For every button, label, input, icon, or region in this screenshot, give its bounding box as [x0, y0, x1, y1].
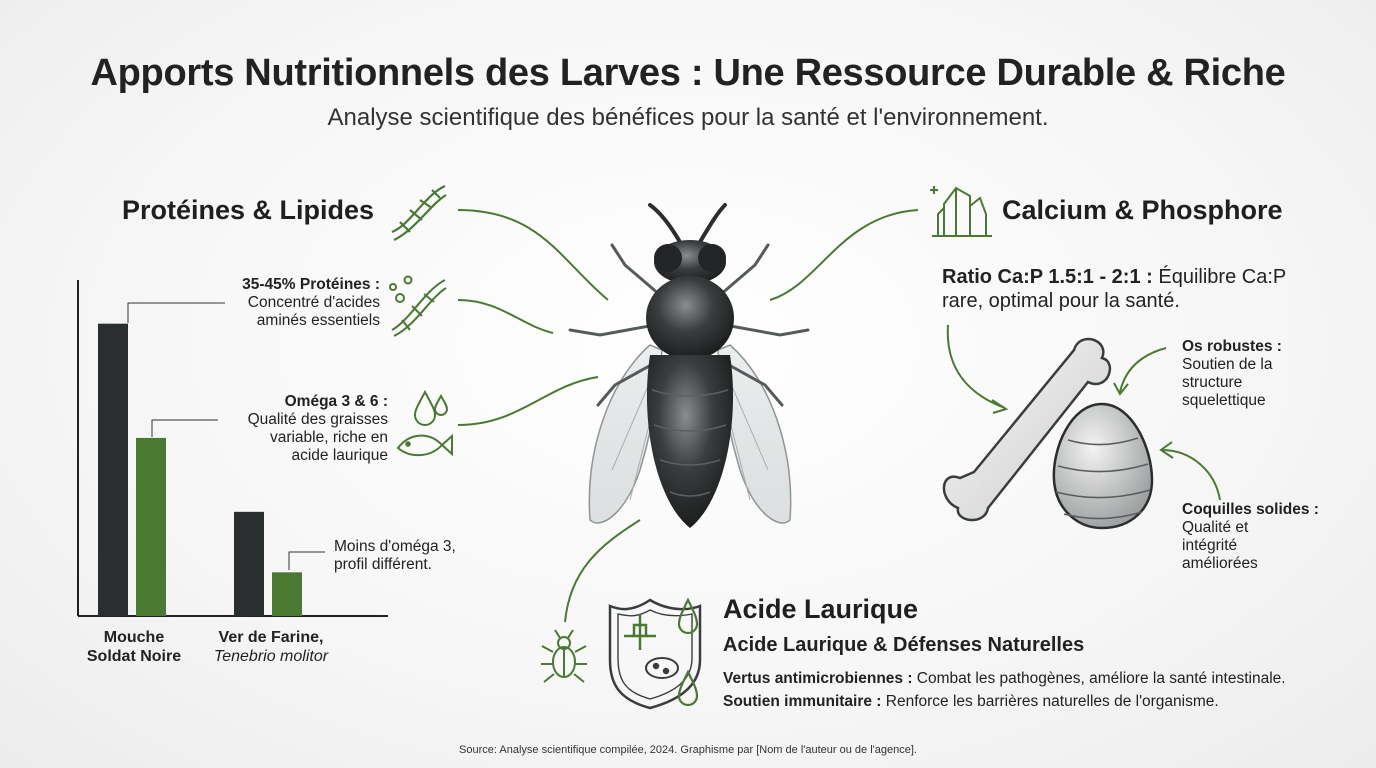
protein-line1: Concentré d'acides: [247, 294, 380, 311]
egg-icon: [1054, 404, 1152, 528]
omega-title: Oméga 3 & 6 :: [284, 393, 388, 410]
shells-line2: intégrité: [1182, 537, 1238, 554]
bones-title: Os robustes :: [1182, 338, 1282, 355]
lauric-point2: [723, 693, 1343, 711]
ratio-line2: rare, optimal pour la santé.: [942, 290, 1180, 312]
shield-cross-icon: [610, 600, 700, 708]
calcium-heading: Calcium & Phosphore: [1002, 195, 1283, 225]
bar-dark-1: [234, 512, 264, 616]
omega-line3: acide laurique: [291, 447, 388, 464]
lauric-point1-text: Combat les pathogènes, améliore la santé intestinale.: [912, 670, 1286, 687]
bar-dark-0: [98, 324, 128, 616]
page-title: Apports Nutritionnels des Larves : Une Ressource Durable & Riche: [90, 52, 1286, 94]
lauric-subheading: Acide Laurique & Défenses Naturelles: [723, 634, 1085, 656]
shells-note: [1182, 501, 1362, 573]
ratio-text: [942, 265, 1322, 313]
lauric-heading: Acide Laurique: [723, 594, 919, 624]
dna-molecule-icon: [390, 277, 446, 337]
dna-icon: [392, 186, 446, 240]
page-subtitle: Analyse scientifique des bénéfices pour la santé et l'environnement.: [327, 104, 1049, 131]
mealworm-note: [334, 538, 494, 574]
lauric-point2-text: Renforce les barrières naturelles de l'organisme.: [881, 693, 1219, 710]
fish-icon: [398, 436, 452, 456]
ratio-rest: Équilibre Ca:P: [1152, 266, 1287, 288]
bones-line3: squelettique: [1182, 392, 1266, 409]
bones-line2: structure: [1182, 374, 1243, 391]
omega-line1: Qualité des graisses: [247, 411, 388, 428]
shells-title: Coquilles solides :: [1182, 501, 1319, 518]
mealworm-line2: profil différent.: [334, 556, 432, 573]
bar-group: [98, 324, 302, 616]
bug-icon: [541, 630, 587, 682]
lauric-point2-bold: Soutien immunitaire :: [723, 693, 882, 710]
shells-line3: améliorées: [1182, 555, 1258, 572]
droplet-icon: [415, 392, 447, 425]
shells-line1: Qualité et: [1182, 519, 1249, 536]
lauric-point1-bold: Vertus antimicrobiennes :: [723, 670, 913, 687]
ratio-bold: Ratio Ca:P 1.5:1 - 2:1 :: [942, 266, 1153, 288]
lauric-point1: [723, 670, 1343, 688]
fly-illustration: [570, 205, 808, 528]
mealworm-line1: Moins d'oméga 3,: [334, 538, 456, 555]
bones-note: [1182, 338, 1362, 410]
crystal-icon: [930, 186, 992, 236]
protein-title: 35-45% Protéines :: [242, 276, 380, 293]
footer-source: Source: Analyse scientifique compilée, 2024. Graphisme par [Nom de l'auteur ou de l'agence].: [459, 744, 917, 756]
bar-green-1: [272, 572, 302, 616]
bar-green-0: [136, 438, 166, 616]
omega-note: [180, 393, 388, 465]
bones-line1: Soutien de la: [1182, 356, 1273, 373]
category-label-bsf: Mouche Soldat Noire: [86, 629, 182, 665]
category-label-mealworm: Ver de Farine, Tenebrio molitor: [213, 629, 329, 665]
protein-note: [180, 276, 380, 330]
omega-line2: variable, riche en: [269, 429, 388, 446]
proteins-heading: Protéines & Lipides: [122, 195, 375, 225]
protein-line2: aminés essentiels: [256, 312, 380, 329]
